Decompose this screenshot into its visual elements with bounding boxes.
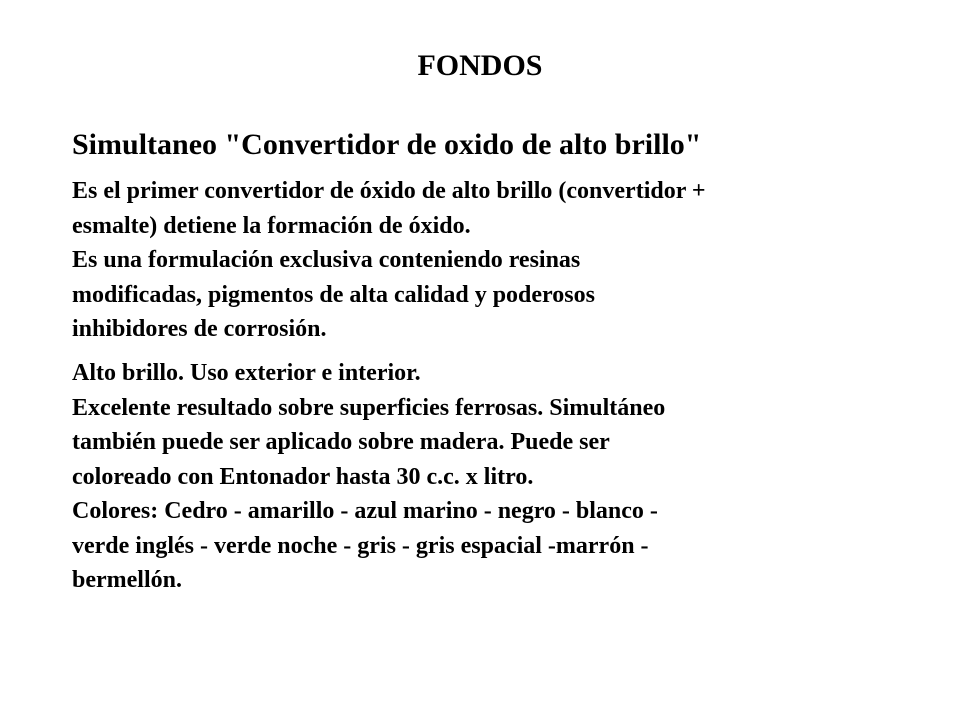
features-line: Excelente resultado sobre superficies ferrosas. Simultáneo: [72, 394, 666, 421]
features-line: también puede ser aplicado sobre madera. Puede ser: [72, 429, 610, 455]
features-paragraph: [72, 356, 942, 598]
description-line: inhibidores de corrosión.: [72, 316, 327, 342]
description-line: esmalte) detiene la formación de óxido.: [72, 212, 471, 239]
description-paragraph: [72, 174, 942, 347]
features-line: verde inglés - verde noche - gris - gris espacial -marrón -: [72, 532, 649, 559]
description-line: Es una formulación exclusiva conteniendo resinas: [72, 247, 581, 273]
description-line: modificadas, pigmentos de alta calidad y poderosos: [72, 281, 595, 308]
features-line: Colores: Cedro - amarillo - azul marino - negro - blanco -: [72, 498, 658, 524]
product-subtitle: Simultaneo "Convertidor de oxido de alto brillo": [72, 128, 702, 161]
features-line: bermellón.: [72, 567, 182, 593]
features-line: Alto brillo. Uso exterior e interior.: [72, 360, 421, 386]
features-line: coloreado con Entonador hasta 30 c.c. x litro.: [72, 463, 534, 490]
slide-title: FONDOS: [417, 49, 543, 82]
description-line: Es el primer convertidor de óxido de alto brillo (convertidor +: [72, 178, 706, 204]
